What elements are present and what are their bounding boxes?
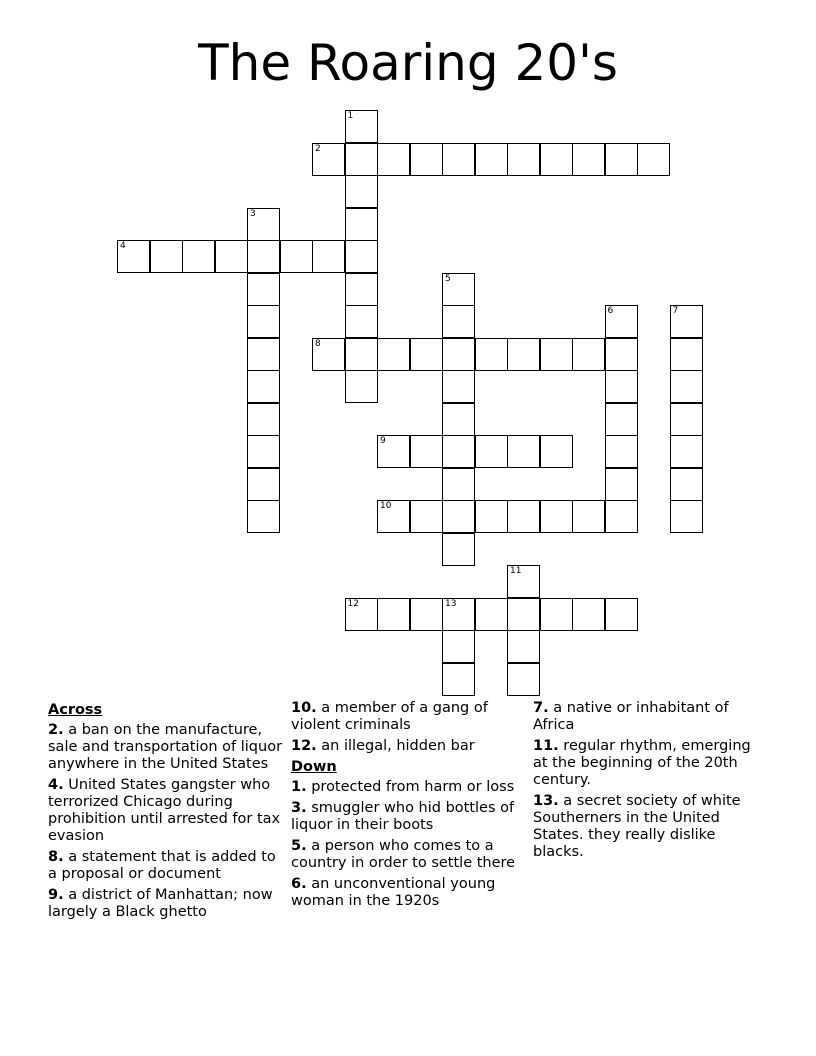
grid-cell[interactable]: [507, 598, 540, 631]
grid-cell[interactable]: [312, 143, 345, 176]
grid-cell[interactable]: [442, 435, 475, 468]
clue-column-2: [291, 700, 527, 914]
grid-cell[interactable]: [442, 338, 475, 371]
grid-cell[interactable]: [442, 533, 475, 566]
grid-cell[interactable]: [442, 273, 475, 306]
grid-cell[interactable]: [442, 305, 475, 338]
grid-cell[interactable]: [605, 305, 638, 338]
grid-cell[interactable]: [605, 143, 638, 176]
grid-cell[interactable]: [247, 208, 280, 241]
clue-down-7: 7. a native or inhabitant of Africa: [533, 700, 729, 733]
grid-cell[interactable]: [410, 500, 443, 533]
clue-number: 10: [380, 501, 392, 511]
grid-cell[interactable]: [605, 468, 638, 501]
grid-cell[interactable]: [410, 338, 443, 371]
clue-down-11: 11. regular rhythm, emerging at the beginning of the 20th century.: [533, 738, 751, 788]
clue-across-4: 4. United States gangster who terrorized Chicago during prohibition until arrested for tax evasion: [48, 777, 281, 844]
grid-cell[interactable]: [540, 500, 573, 533]
clue-number: 6: [607, 306, 614, 316]
grid-cell[interactable]: [345, 175, 378, 208]
grid-cell[interactable]: [540, 598, 573, 631]
grid-cell[interactable]: [475, 598, 508, 631]
grid-cell[interactable]: [247, 305, 280, 338]
grid-cell[interactable]: [247, 403, 280, 436]
grid-cell[interactable]: [637, 143, 670, 176]
grid-cell[interactable]: [670, 338, 703, 371]
grid-cell[interactable]: [442, 598, 475, 631]
grid-cell[interactable]: [345, 143, 378, 176]
clue-number: 8: [315, 338, 321, 349]
grid-cell[interactable]: [377, 143, 410, 176]
clue-number: 1: [347, 111, 354, 121]
grid-cell[interactable]: [442, 468, 475, 501]
grid-cell[interactable]: [507, 338, 540, 371]
grid-cell[interactable]: [670, 370, 703, 403]
page-title: The Roaring 20's: [198, 34, 618, 92]
grid-cell[interactable]: [312, 338, 345, 371]
grid-cell[interactable]: [442, 630, 475, 663]
clue-across-12: 12. an illegal, hidden bar: [291, 738, 475, 754]
grid-cell[interactable]: [605, 370, 638, 403]
grid-cell[interactable]: [410, 143, 443, 176]
clue-column-3: [533, 700, 769, 865]
grid-cell[interactable]: [605, 598, 638, 631]
grid-cell[interactable]: [572, 500, 605, 533]
grid-cell[interactable]: [377, 338, 410, 371]
grid-cell[interactable]: [475, 500, 508, 533]
grid-cell[interactable]: [605, 338, 638, 371]
clue-across-2: 2. a ban on the manufacture, sale and transportation of liquor anywhere in the United States: [48, 722, 283, 772]
grid-cell[interactable]: [507, 500, 540, 533]
grid-cell[interactable]: [572, 143, 605, 176]
grid-cell[interactable]: [605, 403, 638, 436]
grid-cell[interactable]: [312, 240, 345, 273]
grid-cell[interactable]: [345, 305, 378, 338]
grid-cell[interactable]: [475, 435, 508, 468]
clue-down-3: 3. smuggler who hid bottles of liquor in their boots: [291, 800, 515, 833]
clue-across-8: 8. a statement that is added to a proposal or document: [48, 849, 276, 882]
grid-cell[interactable]: [442, 500, 475, 533]
down-heading: Down: [291, 759, 337, 775]
grid-cell[interactable]: [247, 240, 280, 273]
clue-across-9: 9. a district of Manhattan; now largely a Black ghetto: [48, 887, 273, 920]
clue-column-1: [48, 700, 284, 925]
grid-cell[interactable]: [670, 500, 703, 533]
grid-cell[interactable]: [605, 500, 638, 533]
grid-cell[interactable]: [345, 208, 378, 241]
grid-cell[interactable]: [572, 598, 605, 631]
grid-cell[interactable]: [247, 500, 280, 533]
clue-down-1: 1. protected from harm or loss: [291, 779, 515, 795]
grid-cell[interactable]: [540, 143, 573, 176]
grid-cell[interactable]: [410, 435, 443, 468]
grid-cell[interactable]: [150, 240, 183, 273]
clue-number: 13: [445, 598, 457, 609]
clue-down-13: 13. a secret society of white Southerners in the United States. they really dislike blacks.: [533, 793, 741, 860]
grid-cell[interactable]: [345, 240, 378, 273]
clue-down-5: 5. a person who comes to a country in order to settle there: [291, 838, 516, 871]
grid-cell[interactable]: [507, 565, 540, 598]
grid-cell[interactable]: [345, 598, 378, 631]
grid-cell[interactable]: [247, 435, 280, 468]
clue-across-10: 10. a member of a gang of violent criminals: [291, 700, 488, 733]
grid-cell[interactable]: [670, 435, 703, 468]
grid-cell[interactable]: [377, 598, 410, 631]
grid-cell[interactable]: [377, 435, 410, 468]
clue-number: 11: [510, 566, 522, 576]
grid-cell[interactable]: [247, 273, 280, 306]
grid-cell[interactable]: [247, 468, 280, 501]
grid-cell[interactable]: [182, 240, 215, 273]
clue-down-6: 6. an unconventional young woman in the 1920s: [291, 876, 496, 909]
grid-cell[interactable]: [507, 143, 540, 176]
grid-cell[interactable]: [377, 500, 410, 533]
clue-number: 2: [315, 143, 321, 154]
grid-cell[interactable]: [475, 143, 508, 176]
grid-cell[interactable]: [507, 630, 540, 663]
grid-cell[interactable]: [442, 143, 475, 176]
grid-cell[interactable]: [345, 370, 378, 403]
clue-number: 12: [347, 598, 359, 609]
grid-cell[interactable]: [540, 435, 573, 468]
grid-cell[interactable]: [670, 305, 703, 338]
grid-cell[interactable]: [247, 338, 280, 371]
grid-cell[interactable]: [540, 338, 573, 371]
grid-cell[interactable]: [247, 370, 280, 403]
grid-cell[interactable]: [215, 240, 248, 273]
grid-cell[interactable]: [345, 273, 378, 306]
grid-cell[interactable]: [475, 338, 508, 371]
clue-number: 7: [672, 306, 679, 316]
across-heading: Across: [48, 702, 103, 718]
clue-number: 9: [380, 436, 386, 446]
clue-number: 3: [250, 208, 256, 219]
clue-number: 5: [445, 273, 451, 284]
grid-cell[interactable]: [670, 403, 703, 436]
grid-cell[interactable]: [410, 598, 443, 631]
grid-cell[interactable]: [507, 435, 540, 468]
grid-cell[interactable]: [117, 240, 150, 273]
grid-cell[interactable]: [605, 435, 638, 468]
grid-cell[interactable]: [280, 240, 313, 273]
grid-cell[interactable]: [345, 110, 378, 143]
clue-number: 4: [120, 241, 126, 251]
grid-cell[interactable]: [507, 663, 540, 696]
grid-cell[interactable]: [670, 468, 703, 501]
grid-cell[interactable]: [345, 338, 378, 371]
grid-cell[interactable]: [442, 403, 475, 436]
grid-cell[interactable]: [572, 338, 605, 371]
grid-cell[interactable]: [442, 663, 475, 696]
grid-cell[interactable]: [442, 370, 475, 403]
